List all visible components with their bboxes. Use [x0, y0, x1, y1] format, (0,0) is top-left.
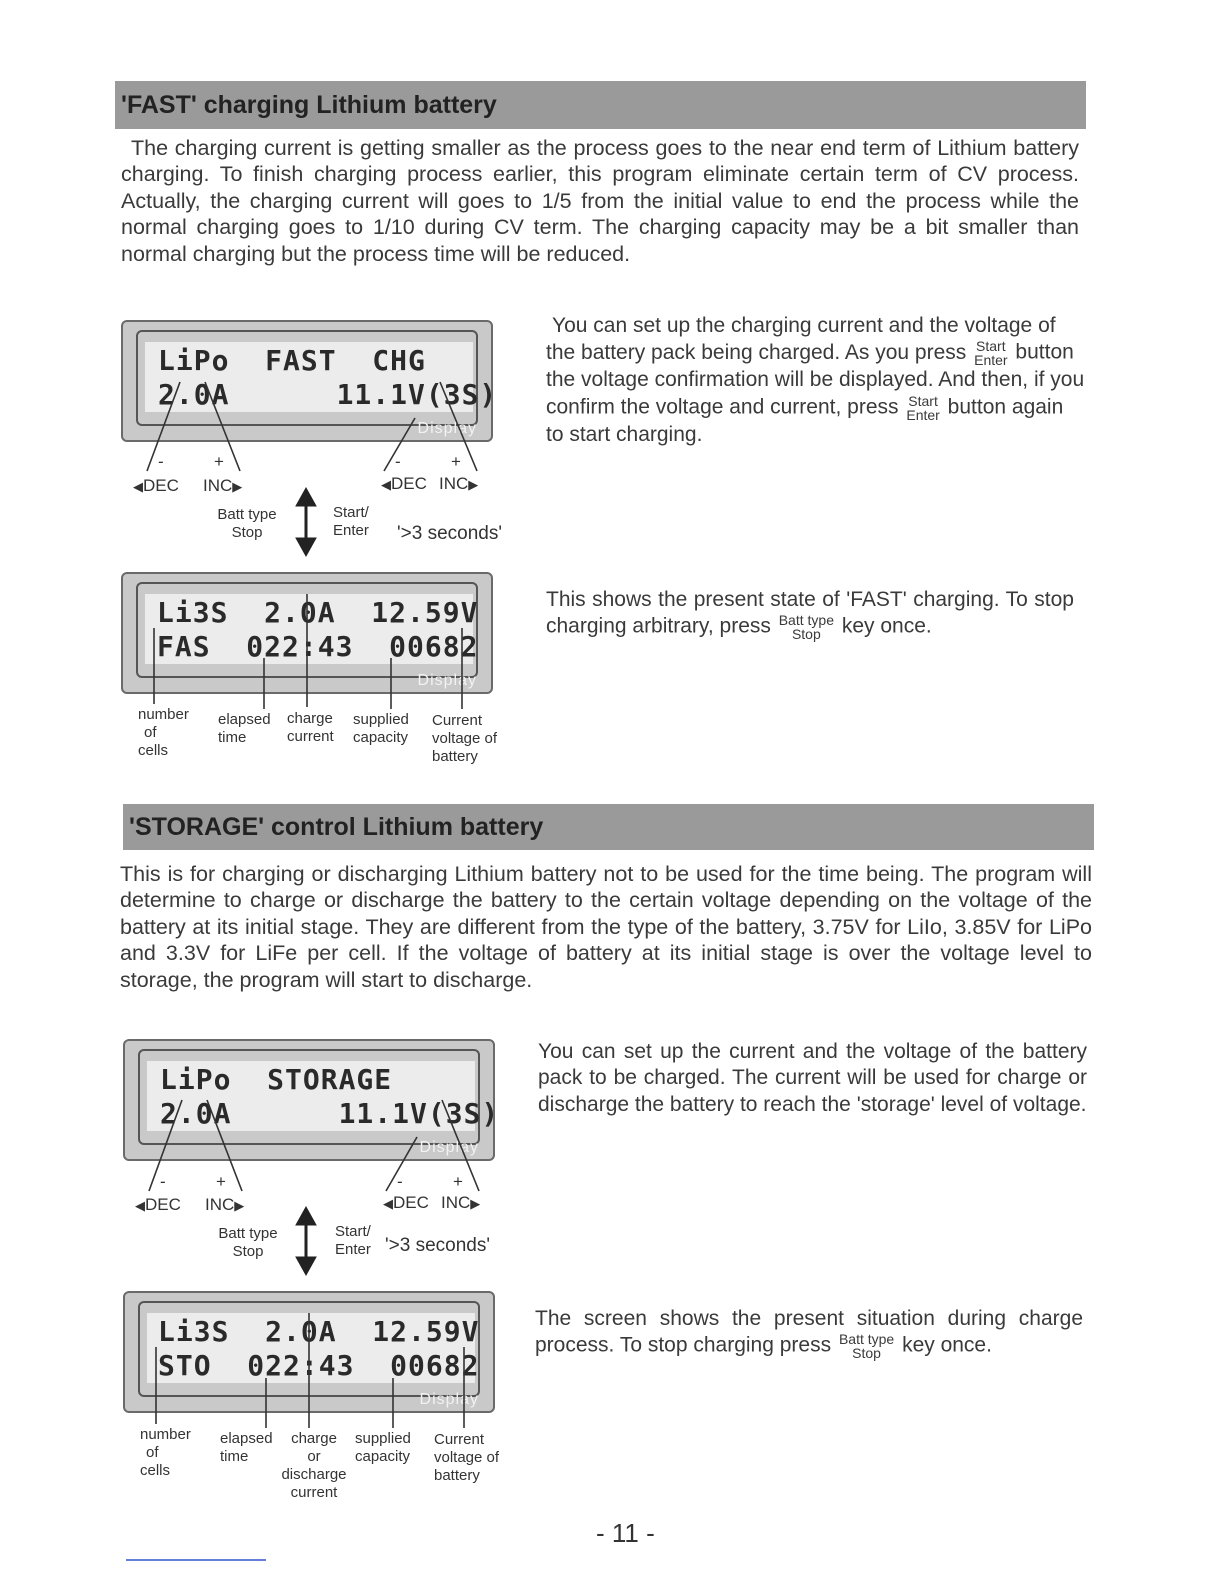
connector-line	[147, 382, 180, 471]
dec-button-right[interactable]: ◀DEC	[383, 1193, 429, 1212]
caption-battery-voltage: Current voltage of battery	[432, 712, 498, 765]
start-enter-key-inline: Start Enter	[906, 392, 940, 423]
display-label: Display	[419, 1391, 479, 1408]
fast-state-text: This shows the present state of 'FAST' charging. To stop charging arbitrary, press Batt type Stop key once.	[546, 588, 1074, 643]
minus-label: -	[160, 1172, 166, 1191]
caption-supplied-capacity: supplied capacity	[355, 1430, 411, 1465]
storage-intro-paragraph: This is for charging or discharging Lithium battery not to be used for the time being. The program will determine to charge or discharge the battery to the certain voltage depending on the voltage of the battery at its initial stage. They are different from the type of the battery, 3.75V for LiIo, 3.85V for LiPo and 3.3V for LiFe per cell. If the voltage of battery at its initial stage is over the voltage level to storage, the program will start to discharge.	[120, 862, 1092, 992]
caption-battery-voltage: Current voltage of battery	[434, 1431, 500, 1484]
lcd-line-2: STO 022:43 00682	[158, 1349, 480, 1382]
batt-type-stop-key[interactable]: Batt type Stop	[217, 506, 277, 541]
plus-label: +	[453, 1172, 463, 1191]
lcd-line-1: LiPo FAST CHG	[158, 344, 426, 377]
caption-charge-discharge-current: charge or discharge current	[281, 1430, 347, 1501]
connector-line	[384, 418, 415, 471]
display-label: Display	[419, 1139, 479, 1156]
display-label: Display	[417, 672, 477, 689]
caption-supplied-capacity: supplied capacity	[353, 711, 409, 746]
caption-elapsed-time: elapsed time	[218, 711, 271, 746]
lcd-line-1: Li3S 2.0A 12.59V	[157, 596, 479, 629]
fast-intro-paragraph: The charging current is getting smaller as the process goes to the near end term of Lithium battery charging. To finish charging process earlier, this program eliminate certain term of CV process. Actually, the charging current will goes to 1/5 from the initial value to end the process while the normal charging goes to 1/10 during CV term. The charging capacity may be a bit smaller than normal charging but the process time will be reduced.	[121, 136, 1079, 266]
connector-line	[205, 382, 240, 471]
inc-button-left[interactable]: INC▶	[205, 1195, 245, 1214]
storage-state-text: The screen shows the present situation during charge process. To stop charging press Batt type Stop key once.	[535, 1307, 1083, 1362]
dec-button-left[interactable]: ◀DEC	[133, 476, 179, 495]
connector-line	[386, 1137, 417, 1191]
hold-seconds-label: '>3 seconds'	[397, 523, 502, 544]
inc-button-left[interactable]: INC▶	[203, 476, 243, 495]
lcd-line-2: 2.0A 11.1V(3S)	[160, 1097, 500, 1130]
plus-label: +	[214, 452, 224, 471]
inc-button-right[interactable]: INC▶	[441, 1193, 481, 1212]
lcd-line-2: FAS 022:43 00682	[157, 630, 479, 663]
connector-line	[207, 1100, 242, 1191]
caption-elapsed-time: elapsed time	[220, 1430, 273, 1465]
arrow-down-icon	[296, 538, 316, 556]
arrow-down-icon	[296, 1257, 316, 1275]
start-enter-key-inline: Start Enter	[974, 338, 1008, 369]
dec-button-left[interactable]: ◀DEC	[135, 1195, 181, 1214]
start-enter-key[interactable]: Start/ Enter	[333, 504, 369, 539]
connector-line	[440, 382, 477, 471]
batt-type-stop-key-inline: Batt type Stop	[778, 612, 834, 643]
inc-button-right[interactable]: INC▶	[439, 474, 479, 493]
lcd-line-2: 2.0A 11.1V(3S)	[158, 378, 498, 411]
page-number: - 11 -	[596, 1518, 655, 1548]
minus-label: -	[395, 452, 401, 471]
batt-type-stop-key[interactable]: Batt type Stop	[218, 1225, 278, 1260]
arrow-up-icon	[296, 488, 316, 506]
plus-label: +	[451, 452, 461, 471]
batt-type-stop-key-inline: Batt type Stop	[838, 1331, 895, 1362]
dec-button-right[interactable]: ◀DEC	[381, 474, 427, 493]
connector-line	[149, 1100, 182, 1191]
fast-setup-text: You can set up the charging current and the voltage of the battery pack being charged. As you press Start Enter button the voltage confirmation will be displayed. And then, if you confirm the voltage and current, press Start Enter button again to start charging.	[546, 314, 1085, 446]
hold-seconds-label: '>3 seconds'	[385, 1235, 490, 1256]
caption-charge-current: charge current	[287, 710, 334, 745]
lcd-line-1: Li3S 2.0A 12.59V	[158, 1315, 480, 1348]
caption-number-of-cells: number of cells	[138, 706, 189, 759]
caption-number-of-cells: number of cells	[140, 1426, 191, 1479]
arrow-up-icon	[296, 1207, 316, 1225]
display-label: Display	[417, 420, 477, 437]
storage-setup-text: You can set up the current and the voltage of the battery pack to be charged. The current will be used for charge or discharge the battery to reach the 'storage' level of voltage.	[538, 1040, 1087, 1116]
storage-heading: 'STORAGE' control Lithium battery	[123, 804, 1094, 850]
connector-line	[442, 1100, 479, 1191]
plus-label: +	[216, 1172, 226, 1191]
minus-label: -	[158, 452, 164, 471]
fast-heading: 'FAST' charging Lithium battery	[115, 81, 1086, 129]
start-enter-key[interactable]: Start/ Enter	[335, 1223, 371, 1258]
minus-label: -	[397, 1172, 403, 1191]
lcd-line-1: LiPo STORAGE	[160, 1063, 393, 1096]
